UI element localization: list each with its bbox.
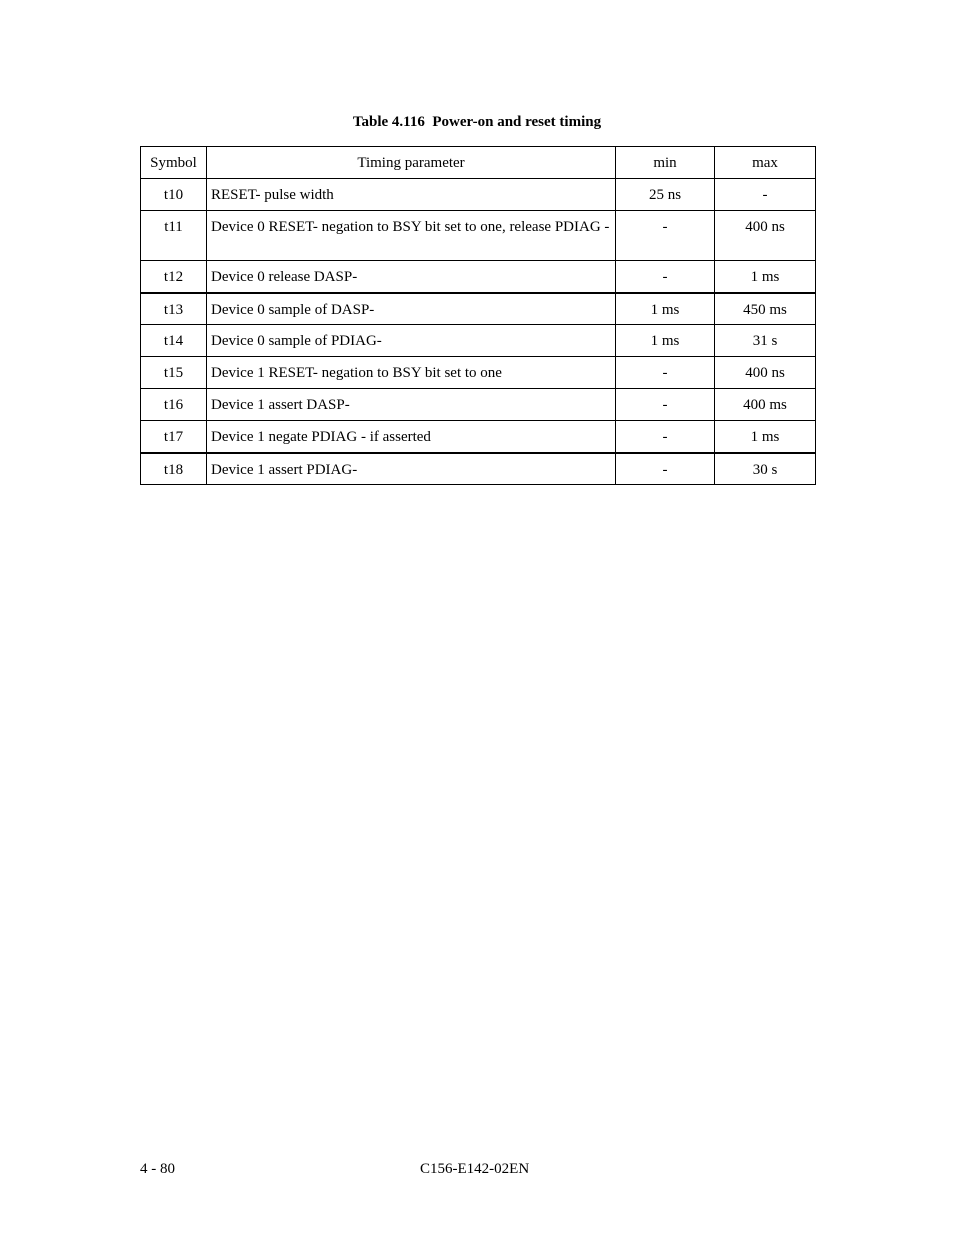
table-row	[141, 357, 816, 389]
cell-min: 1 ms	[616, 325, 715, 357]
cell-parameter: Device 1 RESET- negation to BSY bit set to one	[207, 357, 616, 389]
cell-parameter: Device 1 assert PDIAG-	[207, 453, 616, 485]
cell-symbol: t13	[141, 293, 207, 325]
cell-parameter: Device 1 negate PDIAG - if asserted	[207, 421, 616, 453]
cell-parameter: RESET- pulse width	[207, 179, 616, 211]
table-row	[141, 293, 816, 325]
document-id: C156-E142-02EN	[420, 1161, 530, 1177]
cell-parameter: Device 0 sample of DASP-	[207, 293, 616, 325]
cell-max: 400 ms	[715, 389, 816, 421]
cell-min: -	[616, 261, 715, 293]
table-row	[141, 179, 816, 211]
cell-min: -	[616, 453, 715, 485]
table-row	[141, 453, 816, 485]
cell-max: 1 ms	[715, 261, 816, 293]
cell-min: 25 ns	[616, 179, 715, 211]
cell-parameter: Device 0 RESET- negation to BSY bit set to one, release PDIAG -	[207, 211, 616, 261]
cell-min: -	[616, 389, 715, 421]
cell-parameter: Device 1 assert DASP-	[207, 389, 616, 421]
cell-parameter: Device 0 sample of PDIAG-	[207, 325, 616, 357]
header-min: min	[616, 147, 715, 179]
header-max: max	[715, 147, 816, 179]
cell-max: 31 s	[715, 325, 816, 357]
cell-min: 1 ms	[616, 293, 715, 325]
cell-symbol: t10	[141, 179, 207, 211]
table-row	[141, 421, 816, 453]
cell-symbol: t12	[141, 261, 207, 293]
cell-max: -	[715, 179, 816, 211]
page-number: 4 - 80	[140, 1161, 175, 1177]
table-caption: Table 4.116 Power-on and reset timing	[352, 114, 602, 130]
table-row	[141, 261, 816, 293]
cell-min: -	[616, 421, 715, 453]
cell-min: -	[616, 357, 715, 389]
cell-symbol: t14	[141, 325, 207, 357]
cell-max: 30 s	[715, 453, 816, 485]
header-timing-parameter: Timing parameter	[207, 147, 616, 179]
cell-min: -	[616, 211, 715, 261]
cell-max: 400 ns	[715, 211, 816, 261]
table-row	[141, 211, 816, 261]
cell-symbol: t15	[141, 357, 207, 389]
cell-symbol: t18	[141, 453, 207, 485]
table-row	[141, 325, 816, 357]
cell-symbol: t11	[141, 211, 207, 261]
cell-max: 400 ns	[715, 357, 816, 389]
cell-symbol: t17	[141, 421, 207, 453]
header-symbol: Symbol	[141, 147, 207, 179]
power-on-reset-timing-table	[140, 146, 816, 485]
table-row	[141, 389, 816, 421]
cell-max: 1 ms	[715, 421, 816, 453]
cell-symbol: t16	[141, 389, 207, 421]
cell-max: 450 ms	[715, 293, 816, 325]
table-header-row	[141, 147, 816, 179]
cell-parameter: Device 0 release DASP-	[207, 261, 616, 293]
